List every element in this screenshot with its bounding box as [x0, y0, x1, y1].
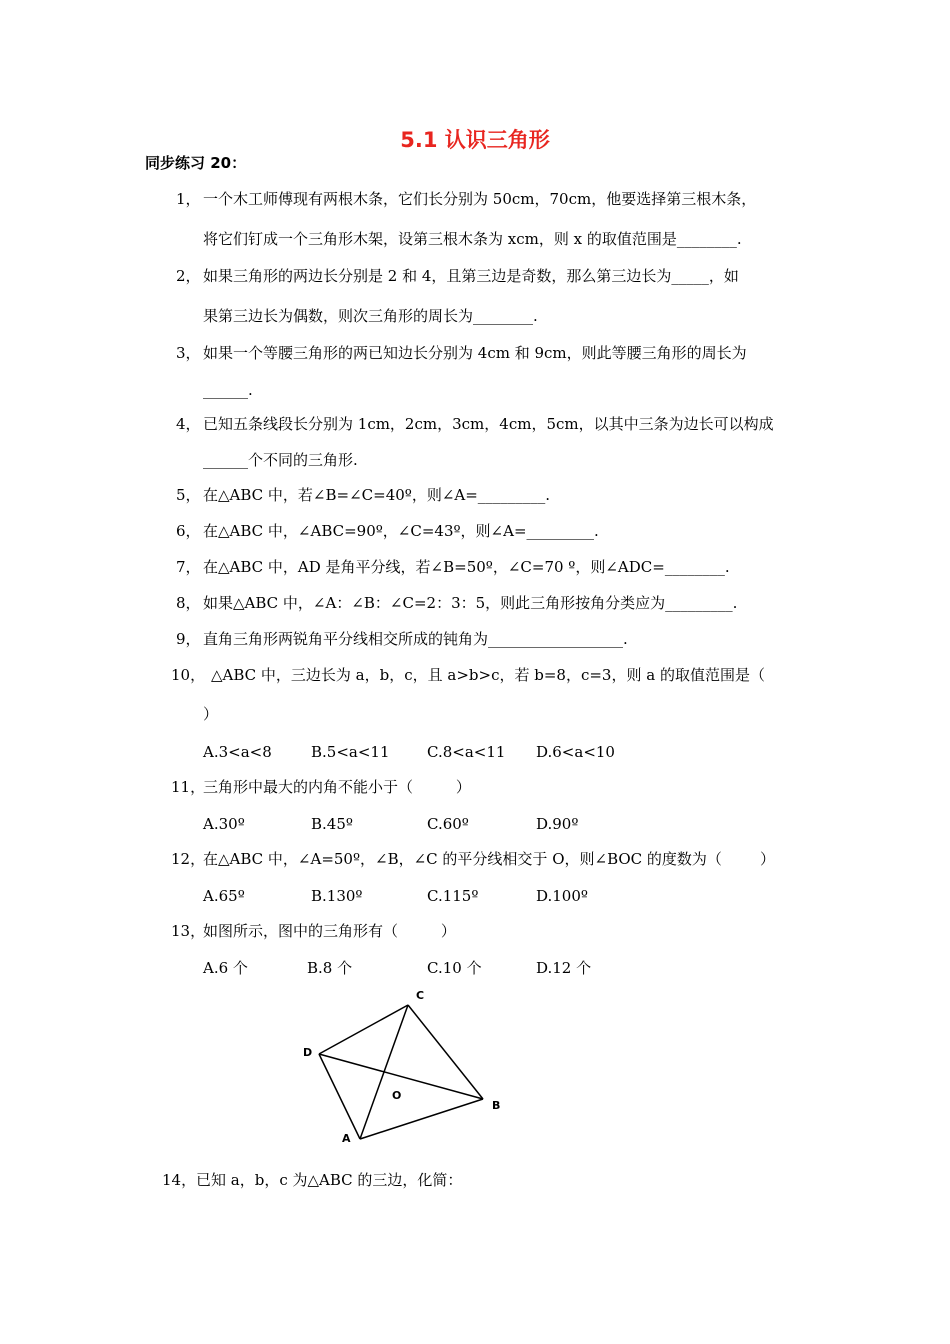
question-text: ______. [203, 381, 253, 399]
question-number: 13， [171, 922, 206, 940]
question-text: ______个不同的三角形. [203, 451, 358, 469]
question-text: 如图所示，图中的三角形有（ ） [203, 922, 456, 940]
figure-lines [319, 1005, 483, 1139]
option-a: A.6 个 [203, 959, 248, 977]
question-number: 9， [176, 630, 201, 648]
option-d: D.6<a<10 [536, 743, 615, 761]
question-text: 已知五条线段长分别为 1cm，2cm，3cm，4cm，5cm，以其中三条为边长可以构成 [203, 415, 774, 433]
label-b: B [492, 1099, 501, 1112]
question-text: 在△ABC 中，∠A=50º，∠B，∠C 的平分线相交于 O，则∠BOC 的度数为（ ） [203, 850, 776, 868]
question-text: △ABC 中，三边长为 a，b，c，且 a>b>c，若 b=8，c=3，则 a 的取值范围是（ [211, 666, 765, 684]
option-b: B.8 个 [307, 959, 353, 977]
question-text: 在△ABC 中，AD 是角平分线，若∠B=50º，∠C=70 º，则∠ADC=________. [203, 558, 730, 576]
question-text: 直角三角形两锐角平分线相交所成的钝角为__________________. [203, 630, 628, 648]
question-text: 三角形中最大的内角不能小于（ ） [203, 778, 471, 796]
option-d: D.100º [536, 887, 588, 905]
question-number: 3， [176, 344, 201, 362]
question-text: 在△ABC 中，若∠B=∠C=40º，则∠A=_________. [203, 486, 551, 504]
quadrilateral-figure [290, 985, 510, 1150]
question-number: 1， [176, 190, 201, 208]
question-number: 8， [176, 594, 201, 612]
option-a: A.30º [203, 815, 245, 833]
page-title: 5.1 认识三角形 [400, 128, 550, 152]
label-c: C [416, 989, 425, 1002]
question-text: 在△ABC 中，∠ABC=90º，∠C=43º，则∠A=_________. [203, 522, 599, 540]
option-a: A.3<a<8 [203, 743, 272, 761]
question-text: 如果△ABC 中，∠A：∠B：∠C=2：3：5，则此三角形按角分类应为_________. [203, 594, 738, 612]
option-c: C.8<a<11 [427, 743, 506, 761]
option-b: B.5<a<11 [311, 743, 390, 761]
segment-dc [319, 1005, 408, 1054]
option-c: C.60º [427, 815, 469, 833]
question-number: 6， [176, 522, 201, 540]
question-text: 如果一个等腰三角形的两已知边长分别为 4cm 和 9cm，则此等腰三角形的周长为 [203, 344, 747, 362]
segment-ba [360, 1099, 483, 1139]
option-a: A.65º [203, 887, 245, 905]
label-a: A [342, 1132, 351, 1145]
question-number: 2， [176, 267, 201, 285]
label-d: D [303, 1046, 313, 1059]
option-b: B.130º [311, 887, 363, 905]
question-number: 12， [171, 850, 206, 868]
option-c: C.115º [427, 887, 479, 905]
question-number: 5， [176, 486, 201, 504]
segment-cb [408, 1005, 483, 1099]
question-number: 4， [176, 415, 201, 433]
question-text: 已知 a，b，c 为△ABC 的三边，化简： [196, 1171, 463, 1189]
label-o: O [392, 1089, 402, 1102]
option-b: B.45º [311, 815, 353, 833]
segment-ad [319, 1054, 360, 1139]
option-c: C.10 个 [427, 959, 482, 977]
segment-ca [360, 1005, 408, 1139]
exercise-subtitle: 同步练习 20： [145, 154, 247, 172]
question-text: 果第三边长为偶数，则次三角形的周长为________. [203, 307, 538, 325]
option-d: D.12 个 [536, 959, 592, 977]
question-text: ） [203, 705, 219, 723]
question-number: 10， [171, 666, 206, 684]
question-text: 一个木工师傅现有两根木条，它们长分别为 50cm，70cm，他要选择第三根木条， [203, 190, 757, 208]
question-text: 如果三角形的两边长分别是 2 和 4，且第三边是奇数，那么第三边长为_____，如 [203, 267, 739, 285]
question-text: 将它们钉成一个三角形木架，设第三根木条为 xcm，则 x 的取值范围是________. [203, 230, 742, 248]
question-number: 11， [171, 778, 206, 796]
question-number: 7， [176, 558, 201, 576]
question-number: 14， [162, 1171, 197, 1189]
option-d: D.90º [536, 815, 579, 833]
